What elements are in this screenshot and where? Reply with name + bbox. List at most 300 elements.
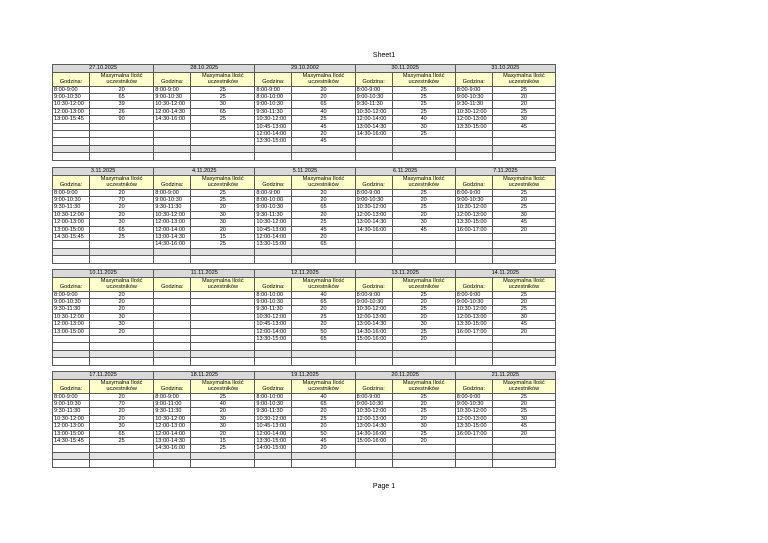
time-cell[interactable]: 16:00-17:00 — [455, 328, 492, 335]
time-cell[interactable]: 13:30-15:00 — [255, 241, 292, 248]
time-cell[interactable]: 10:45-13:00 — [255, 226, 292, 233]
capacity-cell[interactable]: 65 — [292, 204, 355, 211]
capacity-cell[interactable]: 25 — [392, 291, 455, 298]
capacity-cell[interactable]: 70 — [90, 401, 154, 408]
time-cell[interactable]: 8:00-9:00 — [355, 86, 392, 93]
time-cell[interactable] — [355, 358, 392, 365]
capacity-cell[interactable] — [392, 256, 455, 263]
capacity-cell[interactable]: 20 — [90, 408, 154, 415]
time-cell[interactable]: 13:30-15:00 — [455, 123, 492, 130]
capacity-cell[interactable] — [492, 452, 555, 459]
capacity-cell[interactable]: 25 — [191, 86, 255, 93]
capacity-cell[interactable]: 25 — [392, 393, 455, 400]
time-cell[interactable] — [53, 445, 90, 452]
capacity-cell[interactable] — [492, 248, 555, 255]
time-cell[interactable]: 12:00-13:00 — [355, 415, 392, 422]
capacity-cell[interactable]: 20 — [90, 306, 154, 313]
capacity-cell[interactable]: 20 — [492, 299, 555, 306]
time-cell[interactable]: 9:30-11:30 — [53, 204, 90, 211]
capacity-cell[interactable] — [292, 256, 355, 263]
capacity-cell[interactable] — [191, 131, 255, 138]
capacity-cell[interactable]: 15 — [191, 438, 255, 445]
time-cell[interactable]: 8:00-9:00 — [355, 393, 392, 400]
capacity-cell[interactable] — [292, 350, 355, 357]
capacity-cell[interactable]: 20 — [90, 299, 154, 306]
capacity-cell[interactable] — [292, 145, 355, 152]
capacity-cell[interactable] — [492, 358, 555, 365]
capacity-cell[interactable]: 20 — [90, 291, 154, 298]
capacity-cell[interactable]: 45 — [292, 123, 355, 130]
capacity-cell[interactable] — [191, 291, 255, 298]
time-cell[interactable]: 15:00-16:00 — [355, 336, 392, 343]
time-cell[interactable]: 10:30-12:00 — [455, 306, 492, 313]
capacity-cell[interactable]: 20 — [292, 211, 355, 218]
time-cell[interactable]: 8:00-9:00 — [355, 189, 392, 196]
time-cell[interactable]: 14:30-16:00 — [355, 430, 392, 437]
time-cell[interactable]: 10:30-12:00 — [53, 313, 90, 320]
time-cell[interactable] — [53, 350, 90, 357]
capacity-cell[interactable]: 25 — [492, 291, 555, 298]
time-cell[interactable]: 9:00-10:30 — [53, 94, 90, 101]
capacity-cell[interactable] — [90, 145, 154, 152]
time-cell[interactable] — [53, 145, 90, 152]
capacity-cell[interactable] — [492, 153, 555, 160]
capacity-cell[interactable] — [90, 452, 154, 459]
capacity-cell[interactable] — [191, 248, 255, 255]
time-cell[interactable] — [355, 445, 392, 452]
time-cell[interactable] — [455, 336, 492, 343]
capacity-cell[interactable]: 25 — [392, 86, 455, 93]
time-cell[interactable] — [53, 138, 90, 145]
capacity-cell[interactable]: 25 — [392, 131, 455, 138]
capacity-cell[interactable]: 50 — [292, 328, 355, 335]
time-cell[interactable]: 14:30-16:00 — [154, 116, 191, 123]
time-cell[interactable] — [154, 328, 191, 335]
capacity-cell[interactable] — [191, 313, 255, 320]
time-cell[interactable]: 9:30-11:30 — [355, 101, 392, 108]
time-cell[interactable]: 10:30-12:00 — [455, 408, 492, 415]
time-cell[interactable]: 12:00-13:00 — [53, 321, 90, 328]
capacity-cell[interactable]: 20 — [292, 131, 355, 138]
time-cell[interactable] — [154, 138, 191, 145]
capacity-cell[interactable]: 40 — [392, 116, 455, 123]
time-cell[interactable]: 9:00-10:30 — [53, 299, 90, 306]
time-cell[interactable]: 13:30-15:00 — [455, 321, 492, 328]
time-cell[interactable] — [255, 145, 292, 152]
time-cell[interactable]: 12:00-13:00 — [355, 313, 392, 320]
capacity-cell[interactable] — [90, 460, 154, 467]
capacity-cell[interactable]: 40 — [292, 291, 355, 298]
time-cell[interactable] — [455, 131, 492, 138]
capacity-cell[interactable]: 25 — [492, 393, 555, 400]
time-cell[interactable]: 14:30-16:00 — [154, 241, 191, 248]
capacity-cell[interactable]: 20 — [392, 211, 455, 218]
time-cell[interactable] — [53, 153, 90, 160]
capacity-cell[interactable] — [492, 343, 555, 350]
capacity-cell[interactable]: 20 — [292, 86, 355, 93]
time-cell[interactable]: 9:30-11:30 — [154, 204, 191, 211]
capacity-cell[interactable] — [392, 343, 455, 350]
time-cell[interactable]: 9:00-10:30 — [255, 204, 292, 211]
capacity-cell[interactable]: 30 — [492, 116, 555, 123]
capacity-cell[interactable]: 25 — [492, 306, 555, 313]
time-cell[interactable] — [154, 358, 191, 365]
time-cell[interactable]: 8:00-10:00 — [255, 197, 292, 204]
time-cell[interactable] — [154, 256, 191, 263]
capacity-cell[interactable] — [191, 123, 255, 130]
capacity-cell[interactable]: 30 — [392, 219, 455, 226]
time-cell[interactable]: 12:00-13:00 — [53, 423, 90, 430]
time-cell[interactable] — [355, 234, 392, 241]
time-cell[interactable] — [154, 145, 191, 152]
time-cell[interactable]: 12:00-13:00 — [53, 108, 90, 115]
capacity-cell[interactable]: 20 — [292, 197, 355, 204]
time-cell[interactable] — [355, 153, 392, 160]
capacity-cell[interactable]: 65 — [292, 241, 355, 248]
capacity-cell[interactable] — [392, 452, 455, 459]
capacity-cell[interactable]: 65 — [292, 101, 355, 108]
capacity-cell[interactable]: 30 — [191, 219, 255, 226]
capacity-cell[interactable]: 25 — [191, 241, 255, 248]
time-cell[interactable]: 12:00-14:00 — [355, 116, 392, 123]
time-cell[interactable]: 8:00-9:00 — [154, 86, 191, 93]
capacity-cell[interactable]: 20 — [90, 189, 154, 196]
time-cell[interactable]: 8:00-9:00 — [455, 291, 492, 298]
time-cell[interactable] — [154, 131, 191, 138]
capacity-cell[interactable]: 30 — [492, 313, 555, 320]
capacity-cell[interactable]: 20 — [292, 321, 355, 328]
time-cell[interactable] — [355, 460, 392, 467]
capacity-cell[interactable]: 25 — [292, 116, 355, 123]
time-cell[interactable]: 10:45-13:00 — [255, 321, 292, 328]
time-cell[interactable]: 12:00-14:00 — [255, 234, 292, 241]
time-cell[interactable] — [255, 256, 292, 263]
capacity-cell[interactable] — [191, 336, 255, 343]
capacity-cell[interactable] — [191, 460, 255, 467]
capacity-cell[interactable]: 25 — [191, 94, 255, 101]
capacity-cell[interactable] — [90, 445, 154, 452]
capacity-cell[interactable] — [492, 256, 555, 263]
time-cell[interactable]: 10:30-12:00 — [455, 108, 492, 115]
time-cell[interactable] — [255, 153, 292, 160]
capacity-cell[interactable] — [90, 153, 154, 160]
capacity-cell[interactable] — [191, 321, 255, 328]
capacity-cell[interactable]: 25 — [392, 408, 455, 415]
capacity-cell[interactable]: 25 — [90, 234, 154, 241]
time-cell[interactable]: 12:00-13:00 — [355, 211, 392, 218]
time-cell[interactable]: 10:30-12:00 — [355, 408, 392, 415]
capacity-cell[interactable] — [392, 241, 455, 248]
capacity-cell[interactable]: 20 — [90, 393, 154, 400]
time-cell[interactable]: 13:30-15:00 — [255, 138, 292, 145]
capacity-cell[interactable]: 45 — [292, 138, 355, 145]
capacity-cell[interactable] — [292, 460, 355, 467]
time-cell[interactable]: 12:00-14:00 — [154, 430, 191, 437]
time-cell[interactable]: 8:00-9:00 — [455, 393, 492, 400]
time-cell[interactable]: 8:00-9:00 — [455, 189, 492, 196]
capacity-cell[interactable]: 90 — [90, 116, 154, 123]
capacity-cell[interactable] — [90, 241, 154, 248]
time-cell[interactable]: 10:30-12:00 — [255, 219, 292, 226]
capacity-cell[interactable]: 26 — [90, 108, 154, 115]
capacity-cell[interactable] — [392, 145, 455, 152]
time-cell[interactable] — [154, 123, 191, 130]
time-cell[interactable] — [455, 358, 492, 365]
capacity-cell[interactable] — [292, 248, 355, 255]
time-cell[interactable] — [455, 438, 492, 445]
capacity-cell[interactable]: 20 — [90, 204, 154, 211]
time-cell[interactable]: 16:00-17:00 — [455, 430, 492, 437]
capacity-cell[interactable]: 65 — [90, 94, 154, 101]
capacity-cell[interactable]: 45 — [492, 123, 555, 130]
capacity-cell[interactable]: 65 — [292, 299, 355, 306]
capacity-cell[interactable]: 20 — [292, 189, 355, 196]
time-cell[interactable] — [355, 241, 392, 248]
time-cell[interactable] — [53, 256, 90, 263]
capacity-cell[interactable]: 25 — [492, 86, 555, 93]
capacity-cell[interactable]: 45 — [492, 219, 555, 226]
time-cell[interactable]: 14:30-16:00 — [355, 328, 392, 335]
time-cell[interactable] — [355, 145, 392, 152]
capacity-cell[interactable]: 20 — [492, 226, 555, 233]
time-cell[interactable]: 12:00-14:00 — [255, 430, 292, 437]
time-cell[interactable] — [154, 336, 191, 343]
time-cell[interactable]: 9:30-11:30 — [255, 211, 292, 218]
time-cell[interactable]: 13:00-15:00 — [53, 226, 90, 233]
capacity-cell[interactable]: 30 — [90, 423, 154, 430]
time-cell[interactable]: 9:30-11:30 — [53, 408, 90, 415]
capacity-cell[interactable]: 30 — [191, 211, 255, 218]
time-cell[interactable]: 10:30-12:00 — [154, 415, 191, 422]
time-cell[interactable]: 13:30-15:00 — [455, 423, 492, 430]
capacity-cell[interactable]: 25 — [392, 101, 455, 108]
capacity-cell[interactable]: 30 — [392, 123, 455, 130]
capacity-cell[interactable]: 40 — [191, 401, 255, 408]
capacity-cell[interactable]: 20 — [191, 226, 255, 233]
time-cell[interactable]: 8:00-9:00 — [53, 291, 90, 298]
time-cell[interactable]: 8:00-9:00 — [53, 393, 90, 400]
time-cell[interactable]: 9:30-11:30 — [154, 408, 191, 415]
capacity-cell[interactable]: 20 — [492, 197, 555, 204]
capacity-cell[interactable]: 20 — [392, 197, 455, 204]
time-cell[interactable]: 9:00-10:30 — [455, 94, 492, 101]
time-cell[interactable]: 13:30-15:00 — [255, 336, 292, 343]
time-cell[interactable]: 12:00-14:00 — [154, 226, 191, 233]
time-cell[interactable] — [455, 248, 492, 255]
time-cell[interactable]: 14:00-15:00 — [255, 445, 292, 452]
time-cell[interactable]: 10:30-12:00 — [53, 211, 90, 218]
capacity-cell[interactable] — [90, 248, 154, 255]
time-cell[interactable] — [154, 299, 191, 306]
time-cell[interactable]: 13:00-15:00 — [53, 430, 90, 437]
capacity-cell[interactable]: 25 — [492, 408, 555, 415]
capacity-cell[interactable] — [392, 358, 455, 365]
time-cell[interactable] — [355, 248, 392, 255]
capacity-cell[interactable]: 50 — [292, 430, 355, 437]
time-cell[interactable]: 10:30-12:00 — [455, 204, 492, 211]
time-cell[interactable]: 13:30-15:00 — [255, 438, 292, 445]
time-cell[interactable]: 10:45-13:00 — [255, 123, 292, 130]
capacity-cell[interactable]: 15 — [191, 234, 255, 241]
capacity-cell[interactable]: 20 — [392, 438, 455, 445]
capacity-cell[interactable]: 20 — [392, 313, 455, 320]
capacity-cell[interactable]: 25 — [90, 438, 154, 445]
capacity-cell[interactable]: 45 — [492, 321, 555, 328]
capacity-cell[interactable]: 25 — [392, 94, 455, 101]
capacity-cell[interactable]: 30 — [392, 321, 455, 328]
time-cell[interactable] — [255, 248, 292, 255]
capacity-cell[interactable]: 20 — [492, 94, 555, 101]
capacity-cell[interactable]: 45 — [492, 423, 555, 430]
capacity-cell[interactable]: 25 — [392, 430, 455, 437]
time-cell[interactable]: 13:00-15:45 — [53, 116, 90, 123]
time-cell[interactable] — [455, 153, 492, 160]
time-cell[interactable] — [255, 343, 292, 350]
time-cell[interactable] — [455, 241, 492, 248]
time-cell[interactable] — [53, 452, 90, 459]
capacity-cell[interactable] — [292, 153, 355, 160]
capacity-cell[interactable]: 25 — [392, 328, 455, 335]
capacity-cell[interactable] — [90, 350, 154, 357]
capacity-cell[interactable] — [90, 131, 154, 138]
capacity-cell[interactable]: 40 — [292, 108, 355, 115]
capacity-cell[interactable] — [90, 256, 154, 263]
capacity-cell[interactable] — [492, 445, 555, 452]
time-cell[interactable]: 12:00-13:00 — [455, 415, 492, 422]
time-cell[interactable]: 9:00-11:00 — [154, 401, 191, 408]
time-cell[interactable]: 13:00-14:30 — [154, 438, 191, 445]
time-cell[interactable]: 8:00-9:00 — [53, 189, 90, 196]
time-cell[interactable]: 12:00-13:00 — [53, 219, 90, 226]
time-cell[interactable] — [355, 138, 392, 145]
capacity-cell[interactable]: 30 — [191, 423, 255, 430]
time-cell[interactable]: 12:00-14:30 — [154, 108, 191, 115]
capacity-cell[interactable]: 20 — [292, 306, 355, 313]
time-cell[interactable]: 8:00-10:00 — [255, 393, 292, 400]
time-cell[interactable]: 12:00-13:00 — [455, 116, 492, 123]
time-cell[interactable]: 10:30-12:00 — [355, 306, 392, 313]
time-cell[interactable]: 13:00-14:30 — [355, 219, 392, 226]
time-cell[interactable]: 16:00-17:00 — [455, 226, 492, 233]
capacity-cell[interactable]: 25 — [191, 197, 255, 204]
time-cell[interactable] — [455, 460, 492, 467]
time-cell[interactable] — [455, 350, 492, 357]
capacity-cell[interactable]: 25 — [292, 219, 355, 226]
capacity-cell[interactable] — [392, 460, 455, 467]
capacity-cell[interactable] — [292, 358, 355, 365]
time-cell[interactable]: 8:00-9:00 — [255, 86, 292, 93]
time-cell[interactable]: 14:30-16:00 — [355, 131, 392, 138]
capacity-cell[interactable] — [191, 153, 255, 160]
capacity-cell[interactable]: 25 — [492, 189, 555, 196]
time-cell[interactable]: 13:00-14:30 — [154, 234, 191, 241]
time-cell[interactable]: 9:00-10:30 — [255, 101, 292, 108]
time-cell[interactable]: 9:00-10:30 — [255, 401, 292, 408]
time-cell[interactable]: 10:30-12:00 — [154, 211, 191, 218]
capacity-cell[interactable]: 25 — [392, 108, 455, 115]
capacity-cell[interactable]: 30 — [492, 211, 555, 218]
capacity-cell[interactable]: 30 — [492, 415, 555, 422]
time-cell[interactable] — [154, 248, 191, 255]
capacity-cell[interactable] — [492, 438, 555, 445]
capacity-cell[interactable] — [292, 452, 355, 459]
time-cell[interactable]: 14:30-16:00 — [355, 226, 392, 233]
time-cell[interactable]: 9:00-10:30 — [355, 401, 392, 408]
capacity-cell[interactable]: 20 — [90, 328, 154, 335]
time-cell[interactable] — [455, 452, 492, 459]
capacity-cell[interactable] — [191, 343, 255, 350]
time-cell[interactable]: 10:30-12:00 — [53, 101, 90, 108]
capacity-cell[interactable] — [90, 358, 154, 365]
time-cell[interactable]: 9:30-11:30 — [53, 306, 90, 313]
capacity-cell[interactable]: 65 — [191, 108, 255, 115]
time-cell[interactable]: 9:00-10:30 — [455, 299, 492, 306]
capacity-cell[interactable]: 45 — [392, 226, 455, 233]
time-cell[interactable]: 9:00-10:30 — [455, 401, 492, 408]
capacity-cell[interactable]: 20 — [191, 430, 255, 437]
time-cell[interactable]: 12:00-14:00 — [255, 131, 292, 138]
capacity-cell[interactable]: 20 — [392, 415, 455, 422]
time-cell[interactable] — [154, 321, 191, 328]
capacity-cell[interactable]: 45 — [292, 438, 355, 445]
time-cell[interactable] — [154, 306, 191, 313]
time-cell[interactable] — [154, 291, 191, 298]
time-cell[interactable]: 12:00-13:00 — [455, 313, 492, 320]
time-cell[interactable]: 13:30-15:00 — [455, 219, 492, 226]
capacity-cell[interactable] — [191, 452, 255, 459]
capacity-cell[interactable] — [492, 460, 555, 467]
capacity-cell[interactable] — [191, 138, 255, 145]
capacity-cell[interactable]: 30 — [392, 423, 455, 430]
time-cell[interactable]: 9:00-10:30 — [154, 197, 191, 204]
capacity-cell[interactable] — [392, 234, 455, 241]
time-cell[interactable]: 13:00-14:30 — [355, 123, 392, 130]
time-cell[interactable]: 10:30-12:00 — [255, 116, 292, 123]
time-cell[interactable]: 9:30-11:30 — [255, 408, 292, 415]
capacity-cell[interactable] — [492, 336, 555, 343]
capacity-cell[interactable]: 30 — [90, 313, 154, 320]
capacity-cell[interactable] — [191, 350, 255, 357]
capacity-cell[interactable]: 25 — [292, 415, 355, 422]
time-cell[interactable]: 8:00-9:00 — [53, 86, 90, 93]
capacity-cell[interactable] — [90, 336, 154, 343]
capacity-cell[interactable] — [292, 343, 355, 350]
capacity-cell[interactable] — [90, 138, 154, 145]
time-cell[interactable] — [53, 123, 90, 130]
time-cell[interactable] — [154, 153, 191, 160]
time-cell[interactable] — [455, 145, 492, 152]
capacity-cell[interactable]: 25 — [492, 108, 555, 115]
time-cell[interactable]: 14:30-15:45 — [53, 438, 90, 445]
capacity-cell[interactable]: 20 — [492, 328, 555, 335]
time-cell[interactable]: 9:30-11:30 — [255, 306, 292, 313]
capacity-cell[interactable] — [191, 145, 255, 152]
capacity-cell[interactable] — [90, 123, 154, 130]
time-cell[interactable]: 8:00-9:00 — [255, 189, 292, 196]
time-cell[interactable]: 9:00-10:30 — [255, 299, 292, 306]
time-cell[interactable]: 10:30-12:00 — [355, 204, 392, 211]
capacity-cell[interactable]: 65 — [292, 401, 355, 408]
capacity-cell[interactable]: 25 — [392, 204, 455, 211]
capacity-cell[interactable]: 20 — [392, 401, 455, 408]
time-cell[interactable]: 10:30-12:00 — [255, 415, 292, 422]
time-cell[interactable]: 12:00-13:00 — [455, 211, 492, 218]
capacity-cell[interactable] — [392, 248, 455, 255]
capacity-cell[interactable] — [492, 131, 555, 138]
capacity-cell[interactable]: 65 — [292, 336, 355, 343]
time-cell[interactable] — [53, 460, 90, 467]
time-cell[interactable]: 9:00-10:30 — [455, 197, 492, 204]
